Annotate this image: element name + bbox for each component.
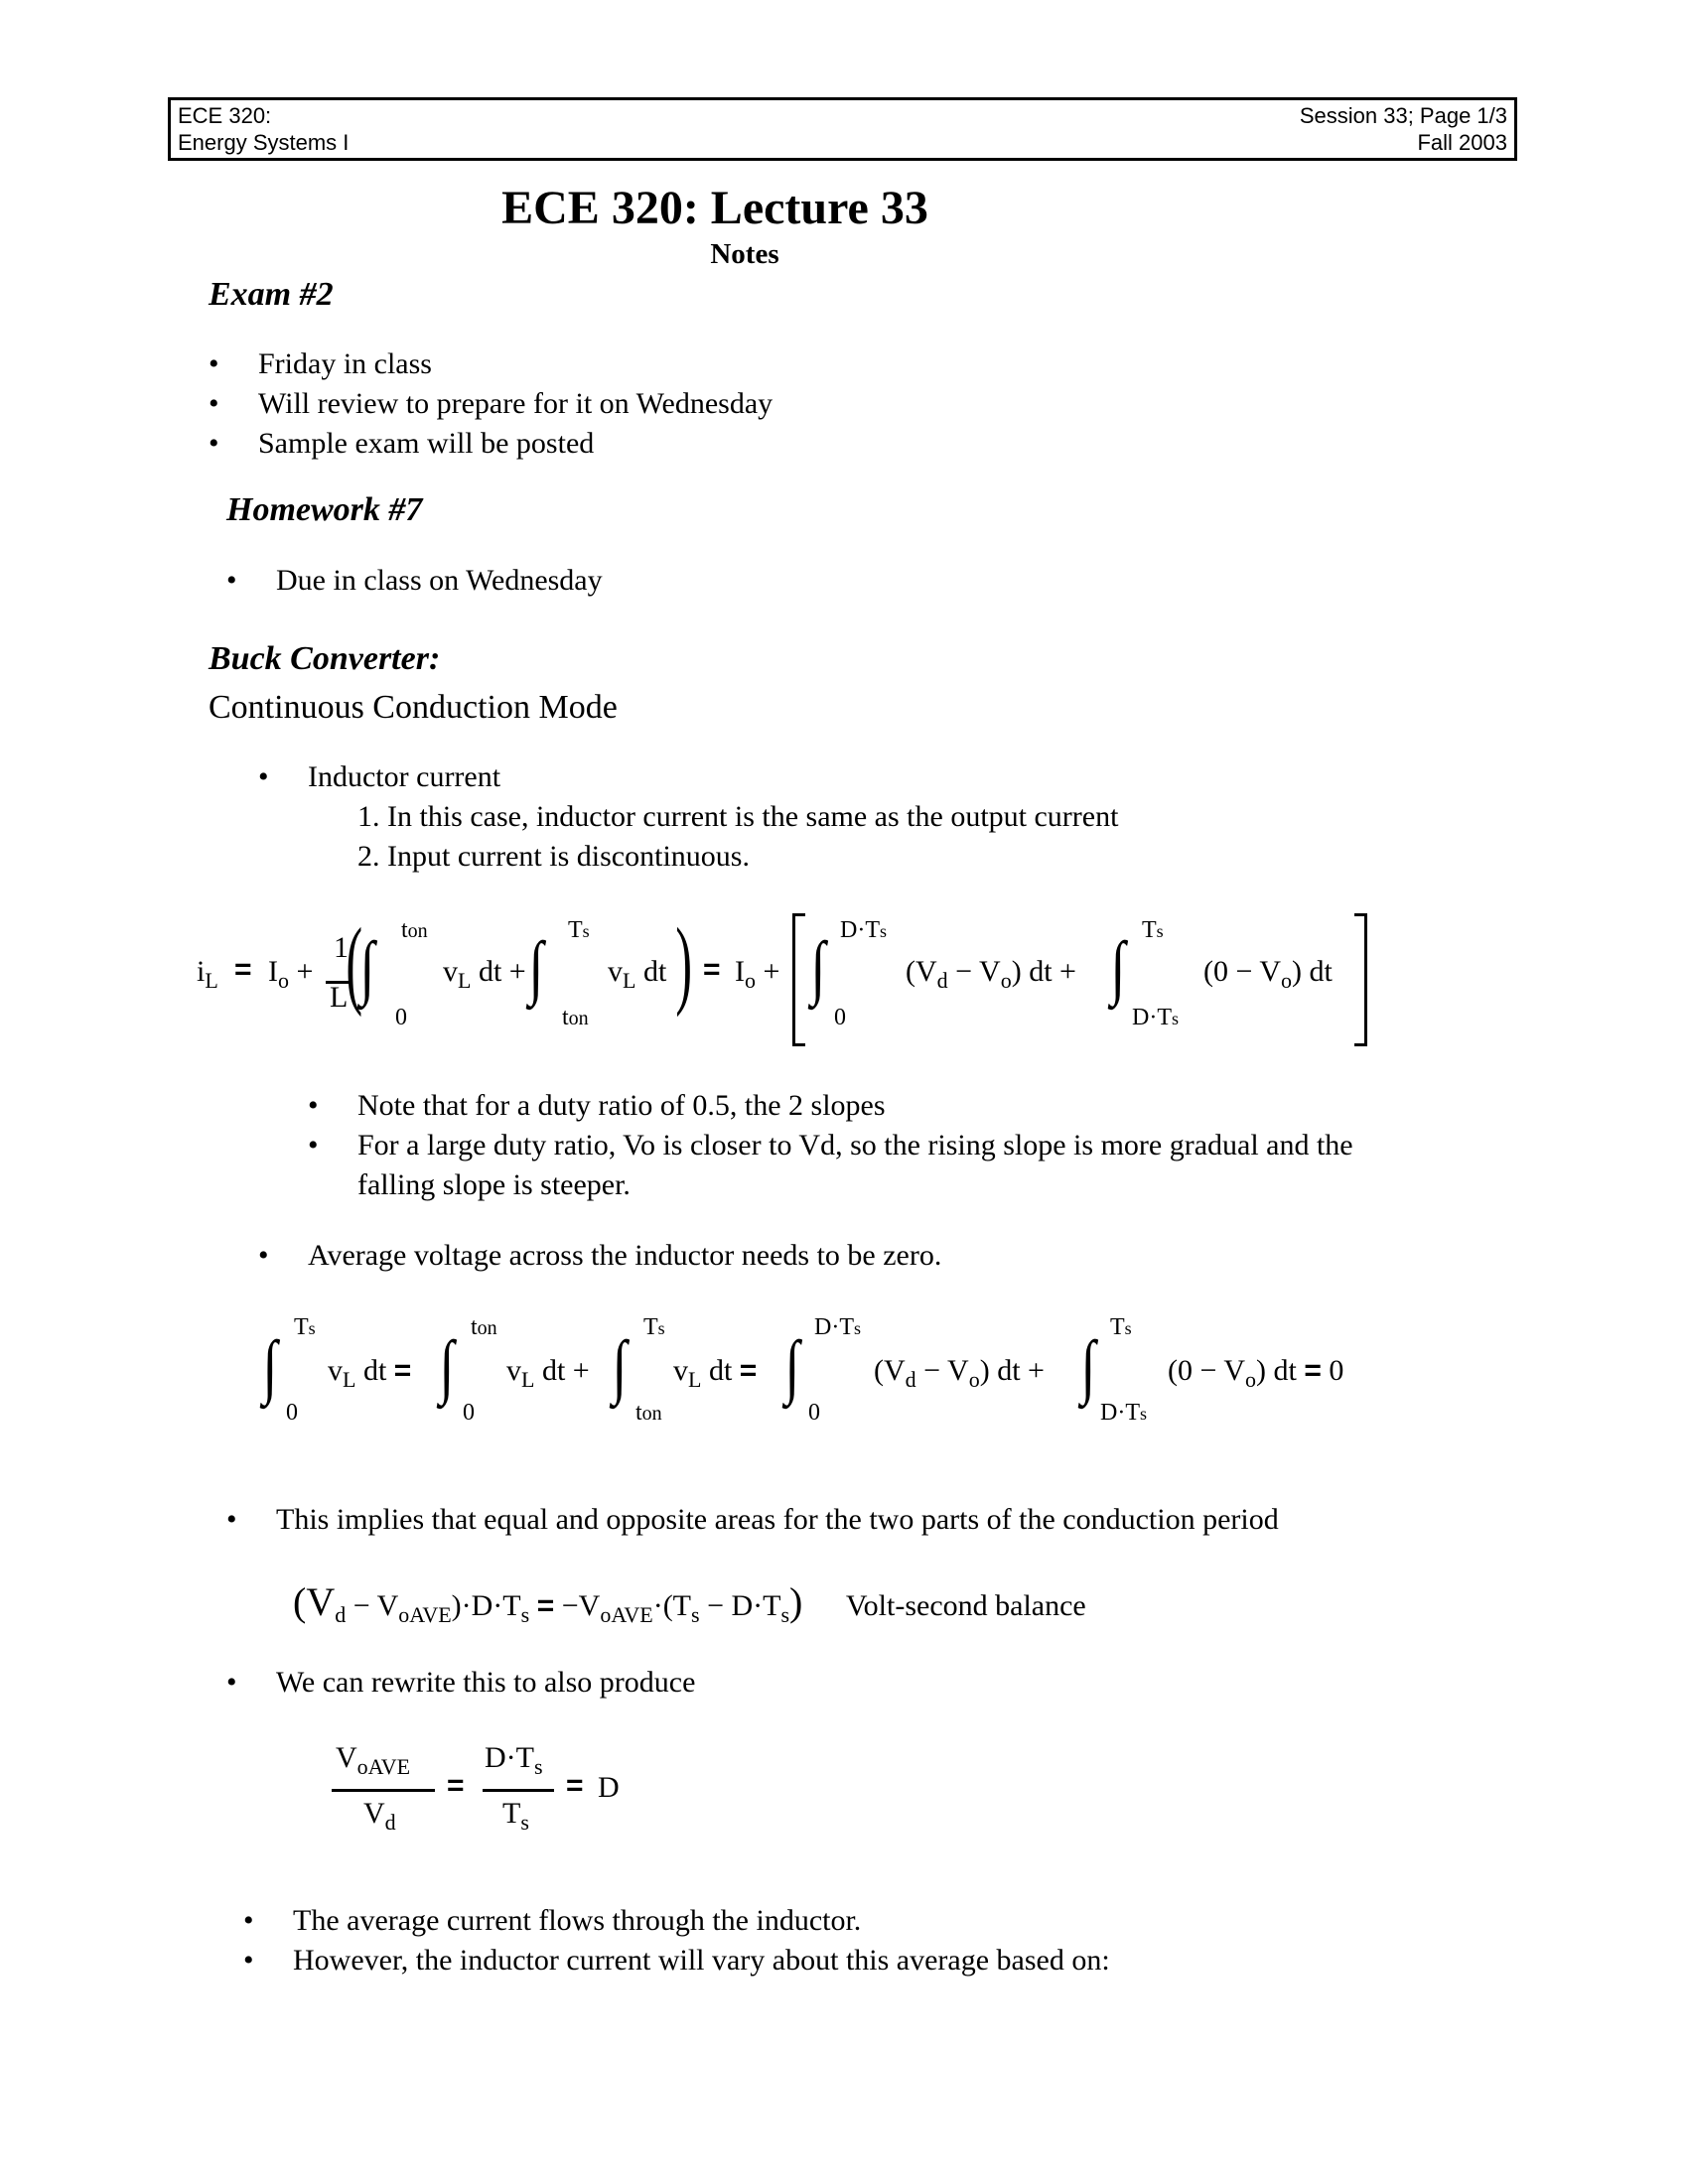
header-right: [1300, 102, 1507, 156]
bullet-icon: •: [209, 427, 219, 460]
course-name: Energy Systems I: [178, 130, 350, 155]
page-subtitle: Notes: [710, 238, 779, 270]
numbered-item-1: 1. In this case, inductor current is the same as the output current: [357, 800, 1119, 833]
ccm-subheading: Continuous Conduction Mode: [209, 689, 618, 726]
bullet-icon: •: [243, 1944, 254, 1977]
exam-heading: Exam #2: [209, 276, 334, 313]
bullet-icon: •: [258, 1239, 269, 1272]
page-title: ECE 320: Lecture 33: [501, 182, 928, 234]
equation-duty-ratio: $V_{oAVE}$ $V_d$ = $D\cdot T_s$ $T_s$ = D: [0, 1727, 1688, 1856]
bullet-icon: •: [243, 1904, 254, 1937]
bullet-icon: •: [209, 347, 219, 380]
bullet-icon: •: [258, 760, 269, 793]
bullet-icon: •: [209, 387, 219, 420]
header-left: [178, 102, 349, 156]
buck-heading: Buck Converter:: [209, 640, 441, 677]
bullet-icon: •: [308, 1129, 319, 1161]
homework-heading: Homework #7: [226, 491, 423, 528]
numbered-item-2: 2. Input current is discontinuous.: [357, 840, 750, 873]
equation-inductor-current: $i_L$ = $I_o$ + 1 L ( ∫ ton 0 $v_L$ dt + ∫ Ts ton $v_L$ dt ) = $I_o$ + ∫ D·Ts 0 $(V_d - V_o)$ dt + ∫ Ts D·Ts $(0 - V_o)$ dt: [0, 893, 1688, 1062]
bullet-icon: •: [226, 564, 237, 597]
bullet-icon: •: [308, 1089, 319, 1122]
page-header: [168, 97, 1517, 161]
equation-volt-second-balance: $(V_d - V_{oAVE})\cdot D\cdot T_s = -V_{oAVE}\cdot(T_s - D\cdot T_s)$ Volt-second balance: [293, 1579, 1086, 1627]
bullet-icon: •: [226, 1503, 237, 1536]
course-code: ECE 320:: [178, 103, 272, 128]
bullet-icon: •: [226, 1666, 237, 1699]
equation-average-voltage: ∫ Ts 0 $v_L$ dt = ∫ ton 0 $v_L$ dt + ∫ Ts ton $v_L$ dt = ∫ D·Ts 0 $(V_d - V_o)$ dt + ∫ Ts D·Ts $(0 - V_o)$ dt = 0: [262, 1314, 1344, 1426]
volt-second-label: Volt-second balance: [845, 1589, 1086, 1622]
term: Fall 2003: [1417, 130, 1507, 155]
session-page: Session 33; Page 1/3: [1299, 103, 1507, 128]
